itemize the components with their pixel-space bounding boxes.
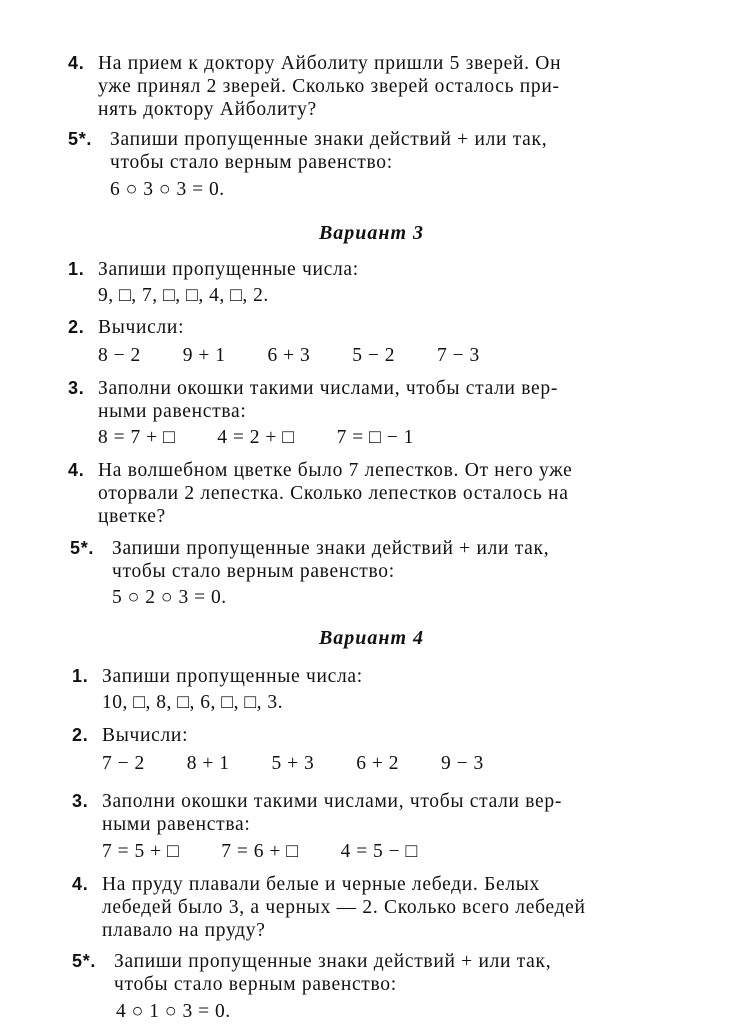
task-text-line: чтобы стало верным равенство: — [114, 974, 397, 995]
v3-task-5-expression: 5 ○ 2 ○ 3 = 0. — [112, 587, 227, 608]
expression: 7 − 3 — [437, 345, 480, 366]
v3-task-1 — [68, 258, 359, 281]
task-text-line: уже принял 2 зверей. Сколько зверей осталось при- — [98, 76, 560, 97]
task-number: 1. — [68, 259, 85, 279]
expression: 6 + 3 — [267, 345, 311, 366]
task-number: 5*. — [70, 538, 95, 558]
expression: 5 + 3 — [271, 753, 315, 774]
v3-task-3 — [68, 377, 558, 423]
task-number: 4. — [72, 874, 89, 894]
expression: 9 + 1 — [182, 345, 226, 366]
expression: 8 − 2 — [98, 345, 141, 366]
expression: 5 − 2 — [352, 345, 395, 366]
expression: 6 + 2 — [356, 753, 399, 774]
task-text-line: Заполни окошки такими числами, чтобы стали вер- — [102, 791, 563, 812]
task-text-line: На волшебном цветке было 7 лепестков. От него уже — [98, 460, 573, 481]
variant-3-title: Вариант 3 — [318, 222, 425, 244]
v4-task-5 — [72, 950, 551, 996]
task-number: 2. — [72, 725, 89, 745]
v4-task-3 — [72, 790, 562, 836]
v3-expressions — [98, 344, 522, 367]
v3-task-4 — [68, 459, 572, 528]
v4-task-1 — [72, 665, 363, 688]
task-number: 4. — [68, 460, 85, 480]
top-task-5 — [68, 128, 547, 174]
v3-equations — [98, 426, 456, 449]
v3-task-5 — [70, 537, 549, 583]
task-number: 3. — [72, 791, 89, 811]
variant-4-title: Вариант 4 — [318, 627, 425, 649]
v4-equations — [102, 840, 460, 863]
equation: 7 = 6 + □ — [221, 841, 299, 862]
task-text-line: чтобы стало верным равенство: — [110, 152, 393, 173]
v4-expressions — [102, 752, 526, 775]
top-task-5-expression: 6 ○ 3 ○ 3 = 0. — [110, 179, 225, 200]
task-text-line: Запиши пропущенные числа: — [98, 259, 359, 280]
v4-task-4 — [72, 873, 586, 942]
v4-task-2 — [72, 724, 188, 747]
task-text-line: оторвали 2 лепестка. Сколько лепестков осталось на — [98, 483, 569, 504]
task-text-line: На пруду плавали белые и черные лебеди. Белых — [102, 874, 541, 895]
task-number: 5*. — [68, 129, 93, 149]
task-text-line: Запиши пропущенные числа: — [102, 666, 363, 687]
equation: 7 = □ − 1 — [336, 427, 414, 448]
task-text-line: цветке? — [98, 506, 166, 527]
task-text-line: лебедей было 3, а черных — 2. Сколько всего лебедей — [102, 897, 586, 918]
expression: 8 + 1 — [186, 753, 230, 774]
v4-sequence: 10, □, 8, □, 6, □, □, 3. — [102, 692, 283, 713]
task-text-line: Вычисли: — [98, 317, 185, 338]
task-number: 1. — [72, 666, 89, 686]
v3-sequence: 9, □, 7, □, □, 4, □, 2. — [98, 285, 269, 306]
task-text-line: Запиши пропущенные знаки действий + или так, — [110, 129, 548, 150]
expression: 9 − 3 — [441, 753, 484, 774]
task-number: 4. — [68, 53, 85, 73]
task-text-line: Заполни окошки такими числами, чтобы стали вер- — [98, 378, 559, 399]
task-number: 3. — [68, 378, 85, 398]
top-task-4 — [68, 52, 561, 121]
task-text-line: Вычисли: — [102, 725, 189, 746]
task-number: 2. — [68, 317, 85, 337]
expression: 7 − 2 — [102, 753, 145, 774]
task-text-line: ными равенства: — [102, 814, 251, 835]
equation: 8 = 7 + □ — [98, 427, 176, 448]
task-text-line: нять доктору Айболиту? — [98, 99, 317, 120]
task-text-line: Запиши пропущенные знаки действий + или так, — [114, 951, 552, 972]
task-text-line: ными равенства: — [98, 401, 247, 422]
equation: 4 = 2 + □ — [217, 427, 295, 448]
task-text-line: На прием к доктору Айболиту пришли 5 зверей. Он — [98, 53, 562, 74]
task-text-line: Запиши пропущенные знаки действий + или так, — [112, 538, 550, 559]
task-number: 5*. — [72, 951, 97, 971]
equation: 4 = 5 − □ — [340, 841, 418, 862]
equation: 7 = 5 + □ — [102, 841, 180, 862]
task-text-line: плавало на пруду? — [102, 920, 266, 941]
v4-task-5-expression: 4 ○ 1 ○ 3 = 0. — [116, 1001, 231, 1022]
task-text-line: чтобы стало верным равенство: — [112, 561, 395, 582]
v3-task-2 — [68, 316, 184, 339]
